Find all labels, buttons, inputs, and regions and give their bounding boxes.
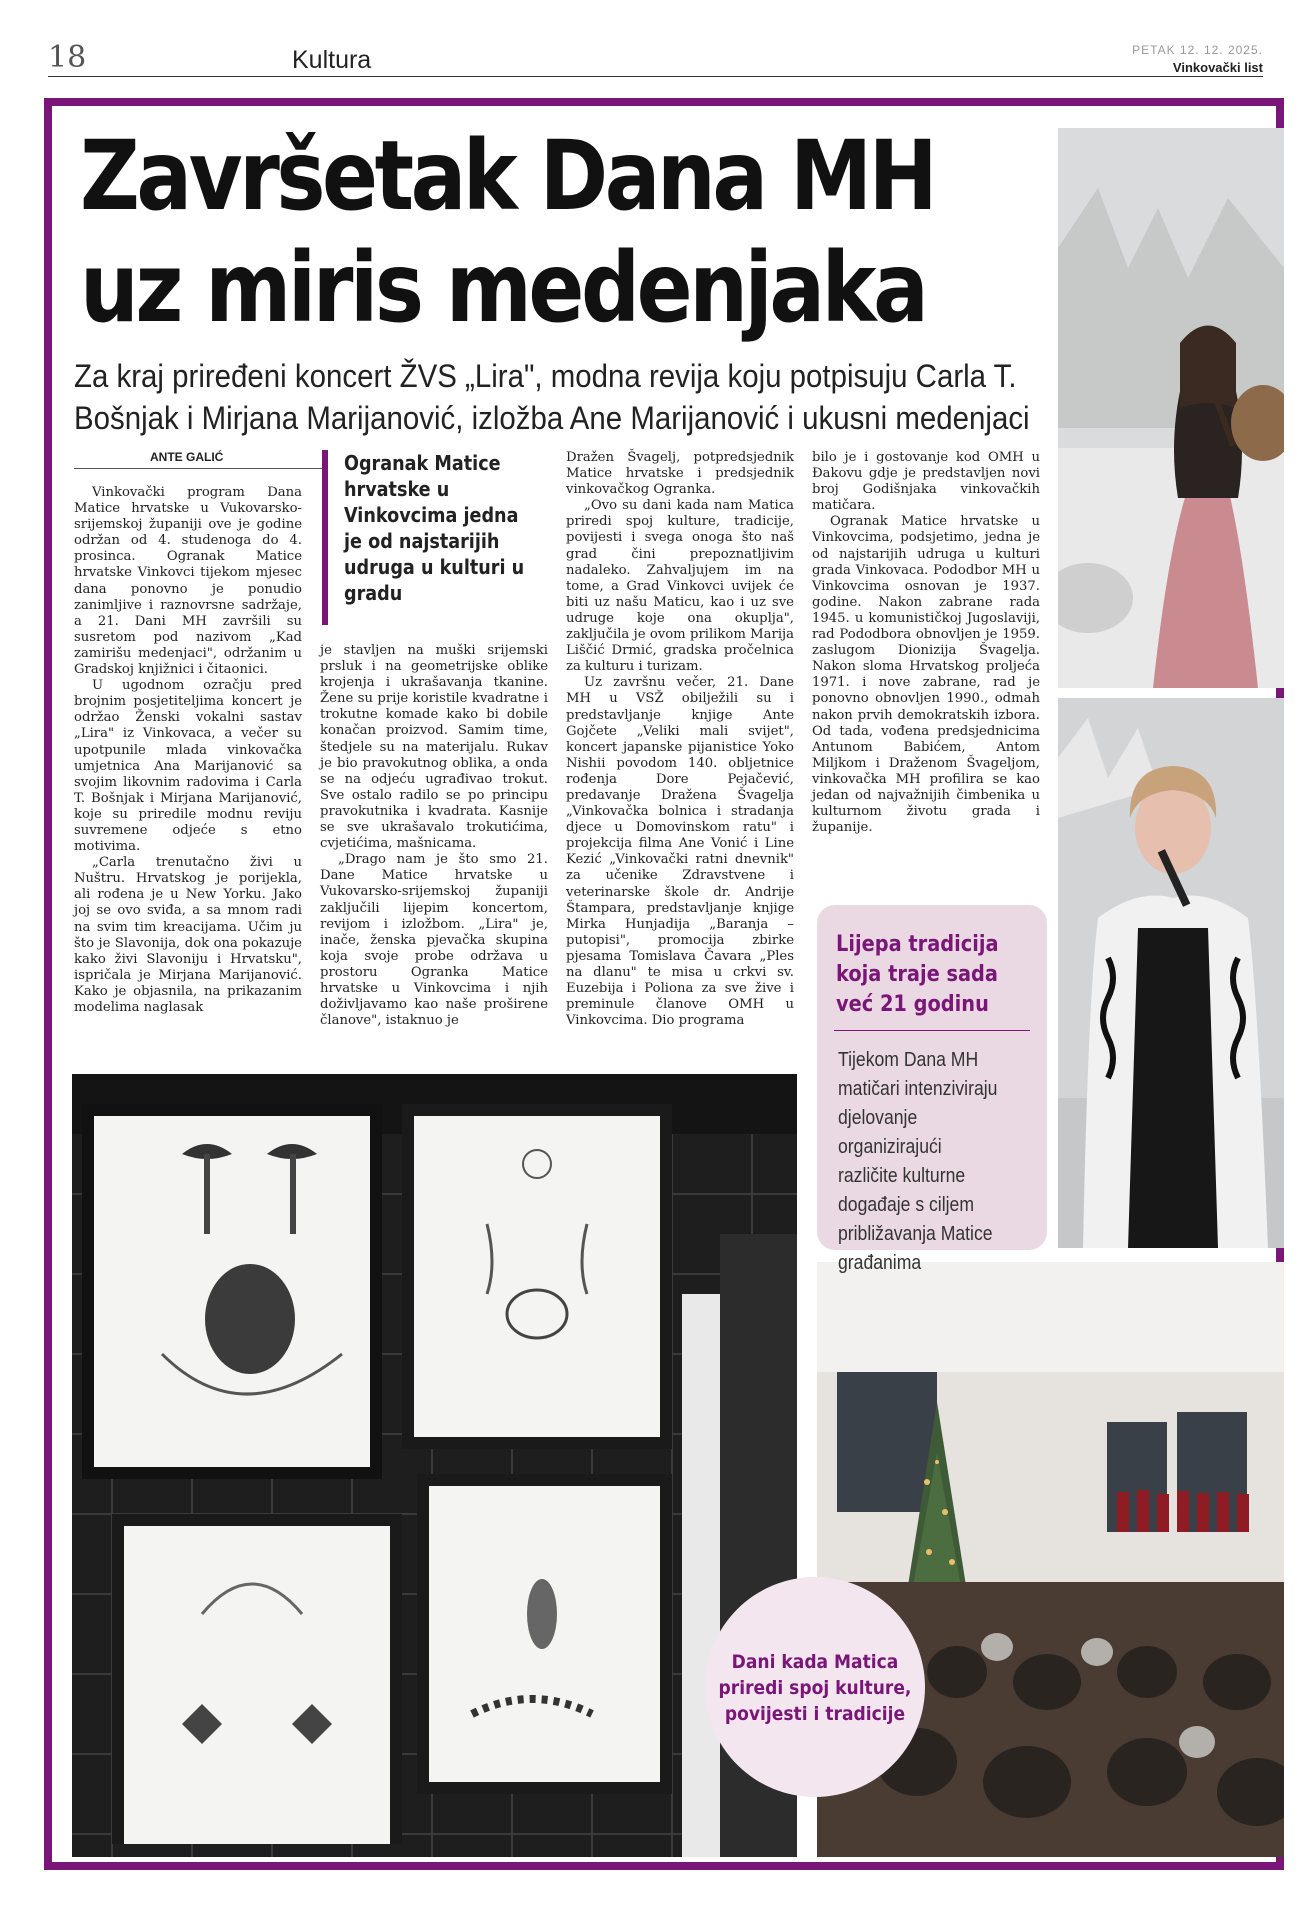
headline-line-1: Završetak Dana MH: [80, 120, 935, 232]
paragraph: „Ovo su dani kada nam Matica priredi spoj kulture, tradicije, povijesti i svega onoga što naš grad čini prepoznatljivim nadaleko. Zahvaljujem im na tome, a Grad Vinkovci uvijek će biti uz našu Maticu, kao i uz sve udruge koje ona okuplja", zaključila je ovom prilikom Marija Liščić Drmić, gradska pročelnica za kulturu i turizam.: [566, 498, 794, 675]
photo-bagpipe-player: [1058, 128, 1284, 688]
text-column-1: [74, 485, 302, 1016]
paragraph: Ogranak Matice hrvatske u Vinkovcima, podsjetimo, jedna je od najstarijih udruga u kulturi grada Vinkovaca. Pododbor MH u Vinkovcima osnovan je 1937. godine. Nakon zabrane rada 1945. u komunističkoj Jugoslaviji, rad Pododbora obnovljen je 1959. zaslugom Dionizija Švagelja. Nakon sloma Hrvatskog proljeća 1971. i nove zabrane, rad je ponovno obnovljen 1990., odmah nakon prvih demokratskih izbora. Od tada, vođena predsjednicima Antunom Babićem, Antom Miljkom i Draženom Švageljom, vinkovačka MH profilira se kao jedan od najvažnijih čimbenika u kulturnom životu grada i županije.: [812, 514, 1040, 836]
info-box-text: Tijekom Dana MH matičari intenziviraju djelovanje organizirajući različite kulturne događaje s ciljem približavanja Matice građanima: [838, 1049, 998, 1274]
photo-speaker: [1058, 698, 1284, 1248]
paragraph: bilo je i gostovanje kod OMH u Đakovu gdje je predstavljen novi broj Godišnjaka vinkovačkih matičara.: [812, 450, 1040, 514]
text-column-2: [320, 643, 548, 1029]
newspaper-name: Vinkovački list: [1172, 60, 1263, 75]
headline: [80, 120, 935, 344]
paragraph: „Drago nam je što smo 21. Dane Matice hrvatske u Vukovarsko-srijemskoj županiji zaključili lijepim koncertom, revijom i izložbom. „Lira" je, inače, ženska pjevačka skupina koja svoje probe održava u prostoru Ogranka Matice hrvatske u Vinkovcima i njih doživljavamo kao naše proširene članove", istaknuo je: [320, 852, 548, 1029]
paragraph: Dražen Švagelj, potpredsjednik Matice hrvatske i predsjednik vinkovačkog Ogranka.: [566, 450, 794, 498]
section-label: Kultura: [292, 46, 372, 74]
info-box-rule: [834, 1030, 1030, 1031]
photo-bagpipe-graphic: [1058, 128, 1284, 688]
byline-rule: [74, 468, 324, 469]
issue-date: PETAK 12. 12. 2025.: [1132, 43, 1263, 57]
paragraph: Uz završnu večer, 21. Dane MH u VSŽ obilježili su i predstavljanje knjige Ante Gojčete „Veliki mali svijet", koncert japanske pijanistice Yoko Nishii povodom 140. obljetnice rođenja Dore Pejačević, predavanje Dražena Švagelja „Vinkovačka bolnica i stradanja djece u Domovinskom ratu" i projekcija filma Ane Vonić i Line Kezić „Vinkovački ratni dnevnik" za učenike Zdravstvene i veterinarske škole dr. Andrije Štampara, predstavljanje knjige Mirka Hunjadija „Baranja – putopisi", promocija zbirke pjesama Tomislava Čavara „Ples na dlanu" te misa u crkvi sv. Euzebija i Poliona za sve žive i preminule članove OMH u Vinkovcima. Dio programa: [566, 675, 794, 1029]
photo-art-exhibition-graphic: [72, 1074, 797, 1857]
pull-quote-bar: [322, 450, 328, 625]
paragraph: „Carla trenutačno živi u Nuštru. Hrvatskog je porijekla, ali rođena je u New Yorku. Jako joj se ovo sviđa, a sa mnom radi na svim tim kreacijama. Učim ju što je Slavonija, dok ona pokazuje kako živi Slavoniju i Hrvatsku", ispričala je Mirjana Marijanović. Kako je objasnila, na prikazanim modelima naglasak: [74, 855, 302, 1015]
paragraph: je stavljen na muški srijemski prsluk i na geometrijske oblike krojenja i ukrašavanja tkanine. Žene su prije koristile kvadratne i trokutne komade kako bi dobile konačan proizvod. Samim time, štedjele su na materijalu. Rukav je bio pravokutnog oblika, a onda se na odjeću ugrađivao trokut. Sve ostalo radilo se po principu pravokutnika i kvadrata. Kasnije se sve ukrašavalo trokutićima, cvjetićima, mašnicama.: [320, 643, 548, 852]
quote-circle-text: Dani kada Matica priredi spoj kulture, povijesti i tradicije: [718, 1651, 912, 1725]
page-number: 18: [48, 40, 87, 75]
text-column-4: [812, 450, 1040, 836]
pull-quote: Ogranak Matice hrvatske u Vinkovcima jedna je od najstarijih udruga u kulturi u gradu: [344, 451, 525, 605]
photo-art-exhibition: [72, 1074, 797, 1857]
subhead-line-2: Bošnjak i Mirjana Marijanović, izložba Ane Marijanović i ukusni medenjaci: [74, 400, 1030, 436]
info-box-title: Lijepa tradicija koja traje sada već 21 godinu: [836, 932, 999, 1017]
paragraph: Vinkovački program Dana Matice hrvatske u Vukovarsko-srijemskoj županiji ove je godine održan od 4. studenoga do 4. prosinca. Ogranak Matice hrvatske Vinkovci tijekom mjesec dana ponovno je ponudio zanimljive i raznovrsne sadržaje, a 21. Dani MH završili su susretom pod nazivom „Kad zamirišu medenjaci", održanim u Gradskoj knjižnici i čitaonici.: [74, 485, 302, 678]
text-column-3: [566, 450, 794, 1029]
photo-speaker-graphic: [1058, 698, 1284, 1248]
subheadline: [74, 355, 1030, 439]
header-rule: [48, 76, 1263, 77]
paragraph: U ugodnom ozračju pred brojnim posjetiteljima koncert je održao Ženski vokalni sastav „Lira" iz Vinkovaca, a večer su upotpunile mlada vinkovačka umjetnica Ana Marijanović sa svojim likovnim radovima i Carla T. Bošnjak i Mirjana Marijanović, koje su priredile modnu reviju suvremene odjeće s etno motivima.: [74, 678, 302, 855]
headline-line-2: uz miris medenjaka: [80, 232, 926, 344]
subhead-line-1: Za kraj priređeni koncert ŽVS „Lira", modna revija koju potpisuju Carla T.: [74, 358, 1017, 394]
byline: ANTE GALIĆ: [150, 450, 224, 464]
